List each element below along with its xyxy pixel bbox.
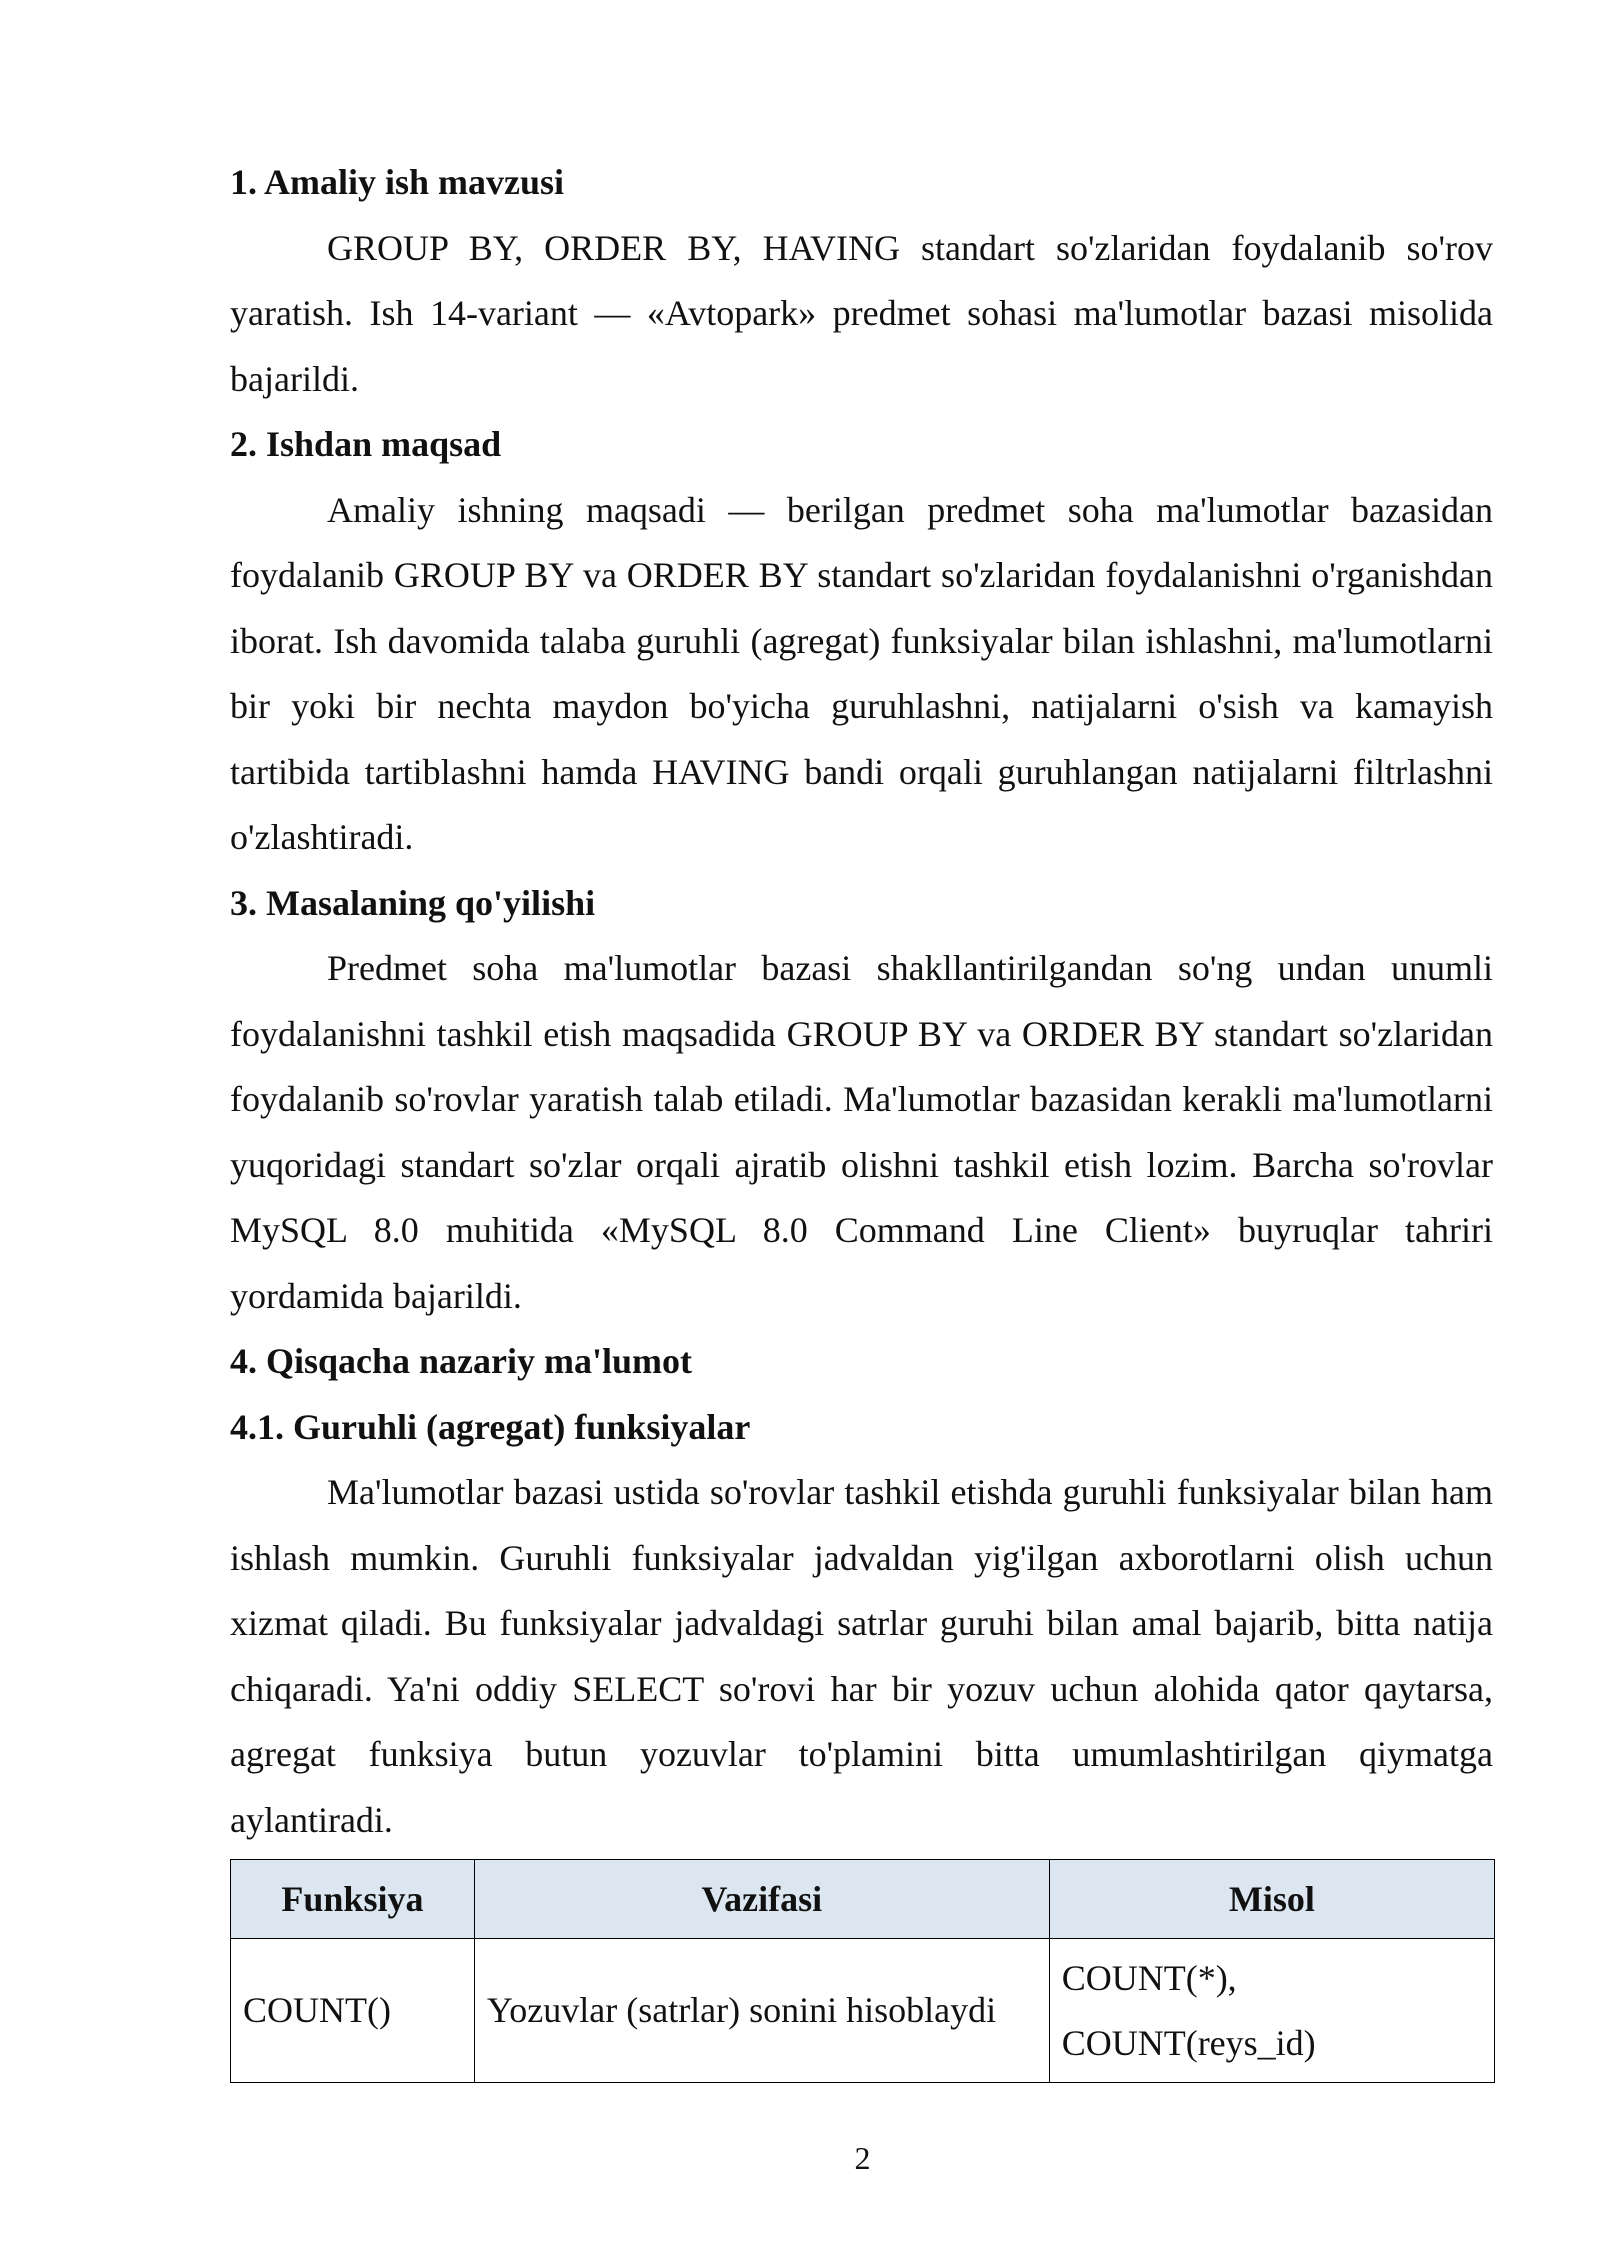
table-header-function: Funksiya: [231, 1860, 475, 1939]
section-4-1-subheading: 4.1. Guruhli (agregat) funksiyalar: [230, 1406, 751, 1447]
table-cell-example: [1049, 1939, 1494, 2083]
section-4-heading: 4. Qisqacha nazariy ma'lumot: [230, 1341, 693, 1381]
section-1-paragraph: GROUP BY, ORDER BY, HAVING standart so'zlaridan foydalanib so'rov yaratish. Ish 14-variant — «Avtopark» predmet sohasi ma'lumotlar bazasi misolida bajarildi.: [230, 227, 1493, 399]
section-4-paragraph: Ma'lumotlar bazasi ustida so'rovlar tashkil etishda guruhli funksiyalar bilan ham ishlash mumkin. Guruhli funksiyalar jadvaldan yig'ilgan axborotlarni olish uchun xizmat qiladi. Bu funksiyalar jadvaldagi satrlar guruhi bilan amal bajarib, bitta natija chiqaradi. Ya'ni oddiy SELECT so'rovi har bir yozuv uchun alohida qator qaytarsa, agregat funksiya butun yozuvlar to'plamini bitta umumlashtirilgan qiymatga aylantiradi.: [230, 1472, 1493, 1840]
document-page: [230, 150, 1493, 2083]
table-header-row: [231, 1860, 1495, 1939]
table-header-example: Misol: [1049, 1860, 1494, 1939]
table-cell-example-line-2: COUNT(reys_id): [1061, 2022, 1316, 2063]
table-header-purpose: Vazifasi: [474, 1860, 1049, 1939]
page-number: 2: [854, 2140, 871, 2176]
section-3-heading: 3. Masalaning qo'yilishi: [230, 882, 596, 923]
table-cell-function: COUNT(): [231, 1939, 475, 2083]
table-cell-example-line-1: COUNT(*),: [1061, 1957, 1237, 1998]
table-row: [231, 1939, 1495, 2083]
section-2-heading: 2. Ishdan maqsad: [230, 424, 502, 464]
aggregate-functions-table: [230, 1859, 1495, 2083]
section-1-heading: 1. Amaliy ish mavzusi: [230, 162, 565, 202]
section-2-paragraph: Amaliy ishning maqsadi — berilgan predmet soha ma'lumotlar bazasidan foydalanib GROUP BY va ORDER BY standart so'zlaridan foydalanishni o'rganishdan iborat. Ish davomida talaba guruhli (agregat) funksiyalar bilan ishlashni, ma'lumotlarni bir yoki bir nechta maydon bo'yicha guruhlashni, natijalarni o'sish va kamayish tartibida tartiblashni hamda HAVING bandi orqali guruhlangan natijalarni filtrlashni o'zlashtiradi.: [230, 489, 1493, 857]
section-3-paragraph: Predmet soha ma'lumotlar bazasi shakllantirilgandan so'ng undan unumli foydalanishni tashkil etish maqsadida GROUP BY va ORDER BY standart so'zlaridan foydalanib so'rovlar yaratish talab etiladi. Ma'lumotlar bazasidan kerakli ma'lumotlarni yuqoridagi standart so'zlar orqali ajratib olishni tashkil etish lozim. Barcha so'rovlar MySQL 8.0 muhitida «MySQL 8.0 Command Line Client» buyruqlar tahriri yordamida bajarildi.: [230, 948, 1493, 1316]
table-cell-purpose: Yozuvlar (satrlar) sonini hisoblaydi: [474, 1939, 1049, 2083]
